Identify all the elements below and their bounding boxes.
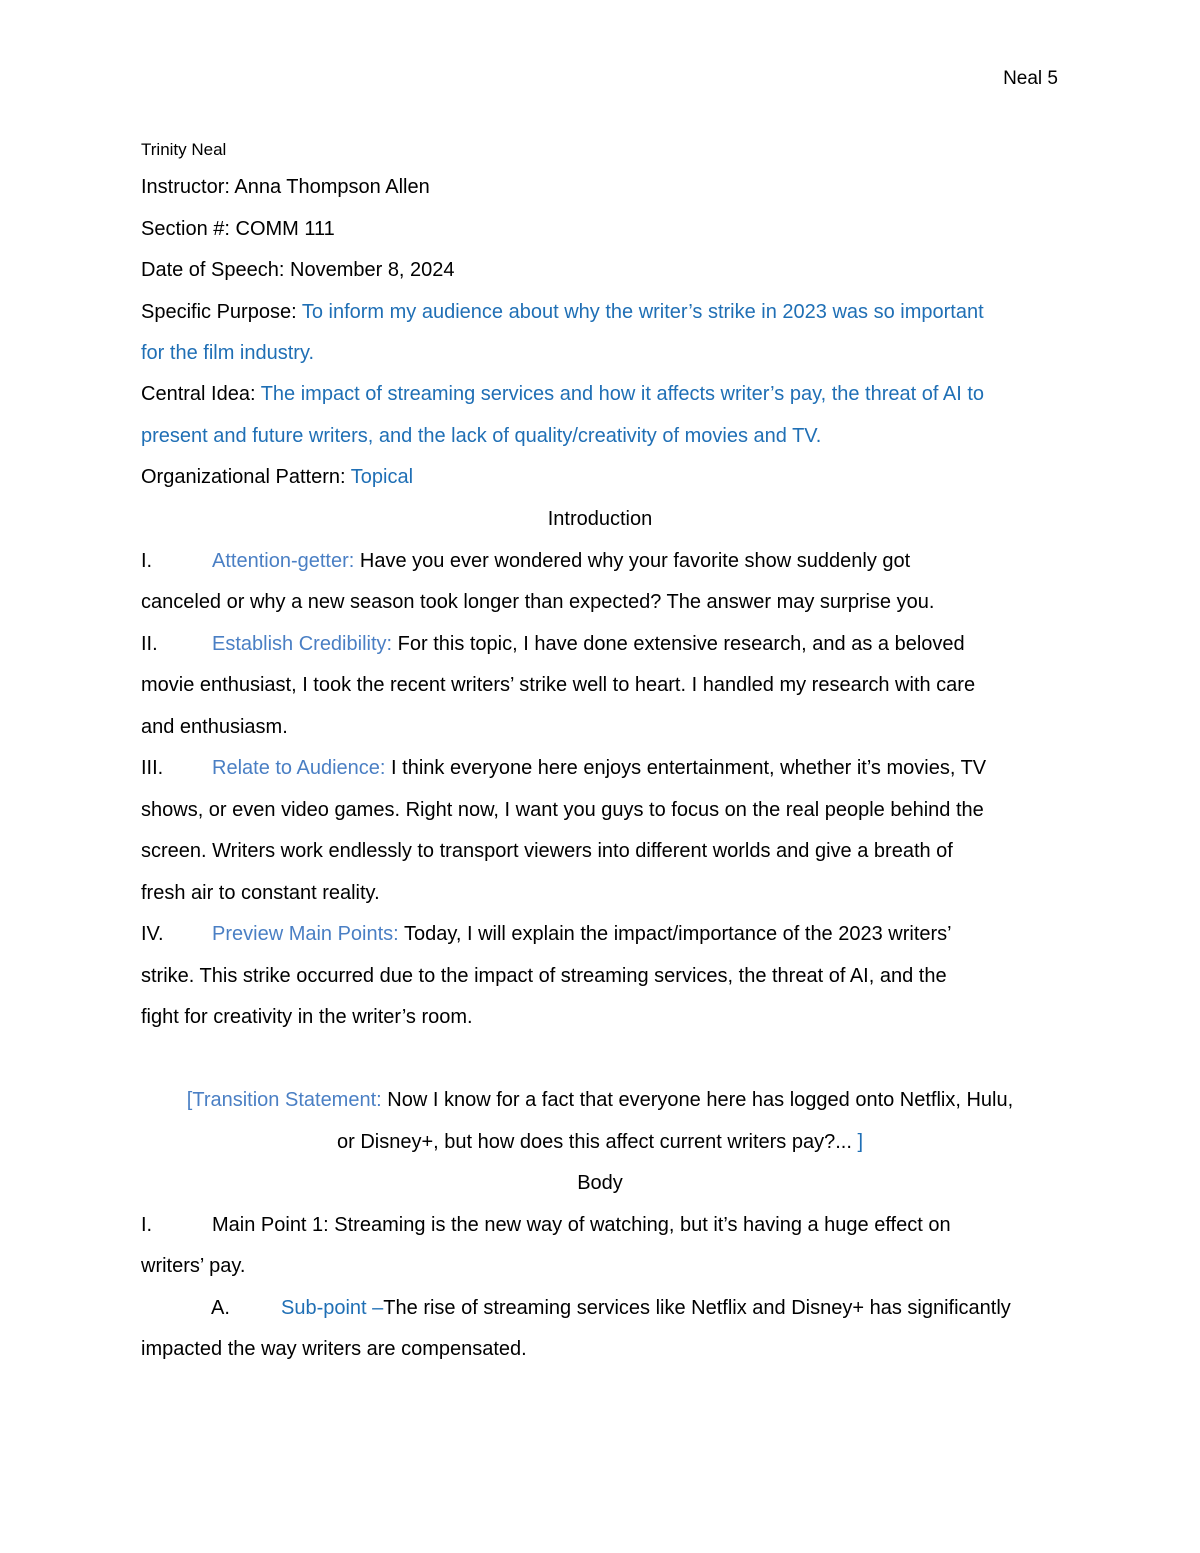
intro-numeral: IV. xyxy=(141,923,164,945)
intro-item-4-continued: strike. This strike occurred due to the impact of streaming services, the threat of AI, and the xyxy=(141,965,947,987)
intro-item-1 xyxy=(141,550,910,573)
intro-numeral: II. xyxy=(141,633,158,655)
intro-text: I think everyone here enjoys entertainment, whether it’s movies, TV xyxy=(391,757,987,779)
intro-item-2 xyxy=(141,633,965,656)
transition-text: Now I know for a fact that everyone here has logged onto Netflix, Hulu, xyxy=(387,1089,1014,1111)
intro-numeral: I. xyxy=(141,550,153,572)
intro-item-3 xyxy=(141,757,986,780)
intro-item-3-continued: screen. Writers work endlessly to transport viewers into different worlds and give a breath of xyxy=(141,840,953,862)
intro-text: Have you ever wondered why your favorite show suddenly got xyxy=(359,550,911,572)
date-label: Date of Speech: xyxy=(141,259,285,281)
author-name: Trinity Neal xyxy=(141,140,227,159)
transition-statement xyxy=(0,1089,1200,1112)
intro-label: Relate to Audience: xyxy=(212,757,386,779)
intro-item-2-continued: and enthusiasm. xyxy=(141,716,288,738)
transition-open-bracket: [ xyxy=(186,1089,193,1111)
purpose-continued: for the film industry. xyxy=(141,342,315,364)
intro-text: For this topic, I have done extensive research, and as a beloved xyxy=(397,633,965,655)
transition-label: Transition Statement: xyxy=(192,1089,382,1111)
central-idea-text: The impact of streaming services and how it affects writer’s pay, the threat of AI to xyxy=(260,383,985,405)
pattern-label: Organizational Pattern: xyxy=(141,466,346,488)
date-value: November 8, 2024 xyxy=(290,259,455,281)
instructor-label: Instructor: xyxy=(141,176,230,198)
intro-label: Preview Main Points: xyxy=(212,923,399,945)
page-header: Neal 5 xyxy=(1003,68,1058,89)
section-value: COMM 111 xyxy=(235,218,335,240)
pattern-line xyxy=(141,466,413,489)
body-heading: Body xyxy=(577,1172,623,1194)
main-point-1-continued: writers’ pay. xyxy=(141,1255,246,1277)
sub-point-letter: A. xyxy=(211,1297,230,1319)
intro-item-3-continued: fresh air to constant reality. xyxy=(141,882,380,904)
sub-point-a-continued: impacted the way writers are compensated. xyxy=(141,1338,527,1360)
intro-label: Establish Credibility: xyxy=(212,633,393,655)
intro-item-1-continued: canceled or why a new season took longer than expected? The answer may surprise you. xyxy=(141,591,935,613)
transition-text-2: or Disney+, but how does this affect current writers pay?... xyxy=(337,1131,852,1153)
transition-close-bracket: ] xyxy=(857,1131,863,1153)
date-line xyxy=(141,259,455,282)
section-label: Section #: xyxy=(141,218,230,240)
central-idea-label: Central Idea: xyxy=(141,383,256,405)
section-line xyxy=(141,218,335,241)
intro-item-4-continued: fight for creativity in the writer’s room. xyxy=(141,1006,473,1028)
intro-numeral: III. xyxy=(141,757,164,779)
pattern-value: Topical xyxy=(350,466,414,488)
sub-point-text: The rise of streaming services like Netflix and Disney+ has significantly xyxy=(383,1297,1011,1319)
central-idea-continued: present and future writers, and the lack of quality/creativity of movies and TV. xyxy=(141,425,822,447)
instructor-value: Anna Thompson Allen xyxy=(234,176,430,198)
intro-item-2-continued: movie enthusiast, I took the recent writers’ strike well to heart. I handled my research with care xyxy=(141,674,976,696)
purpose-label: Specific Purpose: xyxy=(141,301,297,323)
sub-point-label: Sub-point – xyxy=(281,1297,384,1319)
central-idea-line xyxy=(141,383,984,406)
intro-item-3-continued: shows, or even video games. Right now, I want you guys to focus on the real people behind the xyxy=(141,799,984,821)
intro-text: Today, I will explain the impact/importance of the 2023 writers’ xyxy=(403,923,952,945)
main-point-text: Main Point 1: Streaming is the new way of watching, but it’s having a huge effect on xyxy=(212,1214,951,1236)
introduction-heading: Introduction xyxy=(547,508,653,530)
purpose-text: To inform my audience about why the writer’s strike in 2023 was so important xyxy=(301,301,984,323)
intro-label: Attention-getter: xyxy=(212,550,355,572)
purpose-line xyxy=(141,301,984,324)
instructor-line xyxy=(141,176,430,199)
sub-point-a xyxy=(211,1297,1011,1320)
main-point-1 xyxy=(141,1214,951,1237)
main-point-numeral: I. xyxy=(141,1214,153,1236)
intro-item-4 xyxy=(141,923,952,946)
transition-continued xyxy=(0,1131,1200,1154)
